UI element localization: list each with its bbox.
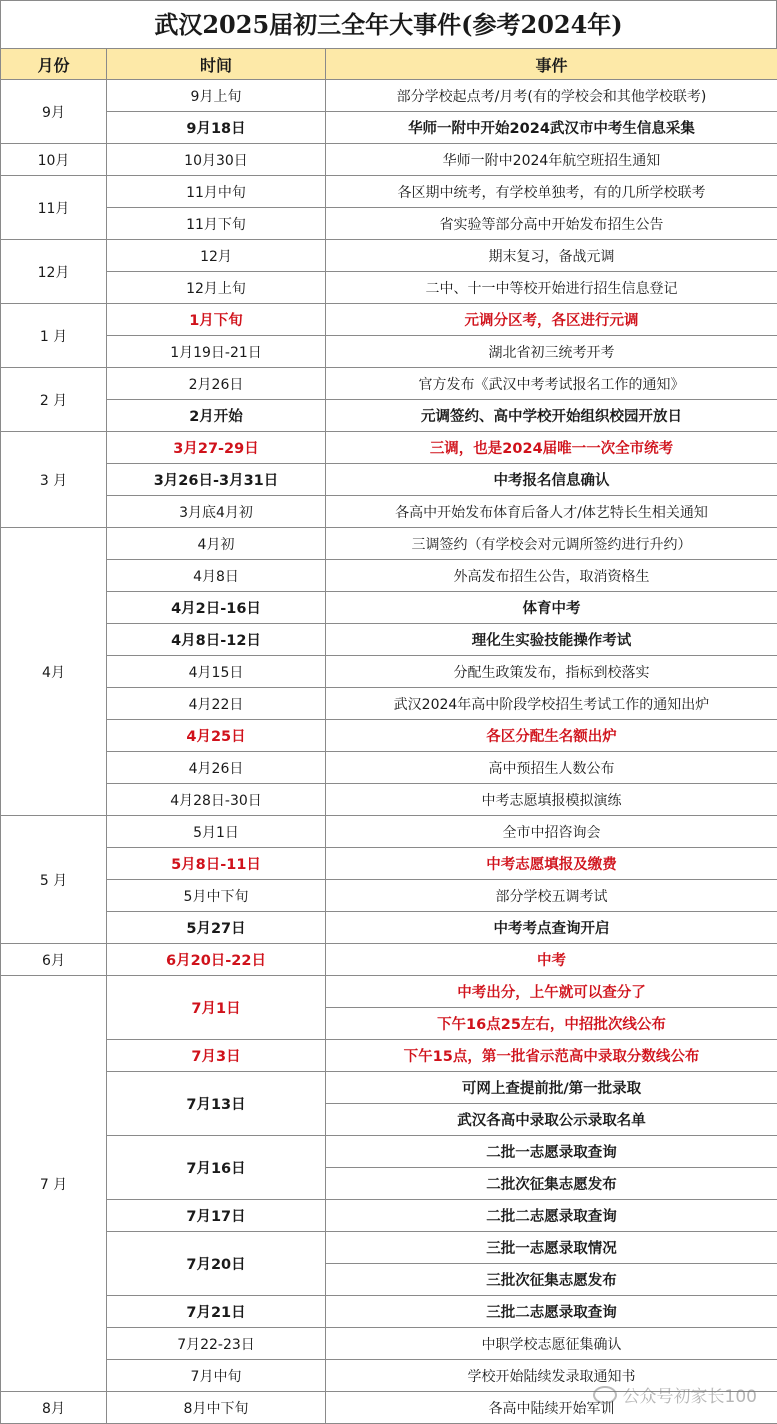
time-cell: 4月2日-16日 [107, 592, 326, 624]
time-cell: 11月中旬 [107, 176, 326, 208]
event-cell: 各高中陆续开始军训 [326, 1392, 777, 1424]
event-cell: 三批一志愿录取情况 [326, 1232, 777, 1264]
event-cell: 中考报名信息确认 [326, 464, 777, 496]
time-cell: 4月15日 [107, 656, 326, 688]
time-cell: 4月26日 [107, 752, 326, 784]
table-row [1, 528, 777, 560]
time-cell: 3月26日-3月31日 [107, 464, 326, 496]
time-cell: 2月开始 [107, 400, 326, 432]
time-cell: 3月27-29日 [107, 432, 326, 464]
table-row [1, 272, 777, 304]
event-cell: 武汉2024年高中阶段学校招生考试工作的通知出炉 [326, 688, 777, 720]
table-row [1, 976, 777, 1008]
table-header-row [1, 49, 777, 80]
event-cell: 学校开始陆续发录取通知书 [326, 1360, 777, 1392]
event-cell: 理化生实验技能操作考试 [326, 624, 777, 656]
event-cell: 中考出分，上午就可以查分了 [326, 976, 777, 1008]
event-cell: 中考考点查询开启 [326, 912, 777, 944]
month-cell: 5 月 [1, 816, 107, 944]
event-cell: 武汉各高中录取公示录取名单 [326, 1104, 777, 1136]
event-cell: 外高发布招生公告，取消资格生 [326, 560, 777, 592]
time-cell: 1月19日-21日 [107, 336, 326, 368]
time-cell: 9月18日 [107, 112, 326, 144]
table-row [1, 720, 777, 752]
time-cell: 7月1日 [107, 976, 326, 1040]
time-cell: 7月16日 [107, 1136, 326, 1200]
event-cell: 下午16点25左右，中招批次线公布 [326, 1008, 777, 1040]
event-cell: 三批二志愿录取查询 [326, 1296, 777, 1328]
event-cell: 华师一附中2024年航空班招生通知 [326, 144, 777, 176]
table-row [1, 112, 777, 144]
table-row [1, 1136, 777, 1168]
month-cell: 7 月 [1, 976, 107, 1392]
table-row [1, 1392, 777, 1424]
event-cell: 全市中招咨询会 [326, 816, 777, 848]
time-cell: 4月25日 [107, 720, 326, 752]
time-cell: 2月26日 [107, 368, 326, 400]
event-cell: 三批次征集志愿发布 [326, 1264, 777, 1296]
time-cell: 4月22日 [107, 688, 326, 720]
time-cell: 3月底4月初 [107, 496, 326, 528]
time-cell: 11月下旬 [107, 208, 326, 240]
time-cell: 12月 [107, 240, 326, 272]
table-row [1, 1296, 777, 1328]
table-row [1, 496, 777, 528]
event-cell: 湖北省初三统考开考 [326, 336, 777, 368]
time-cell: 7月3日 [107, 1040, 326, 1072]
event-cell: 体育中考 [326, 592, 777, 624]
table-row [1, 592, 777, 624]
event-cell: 中考 [326, 944, 777, 976]
event-cell: 元调签约、高中学校开始组织校园开放日 [326, 400, 777, 432]
month-cell: 4月 [1, 528, 107, 816]
table-row [1, 784, 777, 816]
table-row [1, 336, 777, 368]
time-cell: 7月22-23日 [107, 1328, 326, 1360]
event-cell: 元调分区考，各区进行元调 [326, 304, 777, 336]
event-cell: 官方发布《武汉中考考试报名工作的通知》 [326, 368, 777, 400]
month-cell: 10月 [1, 144, 107, 176]
time-cell: 5月1日 [107, 816, 326, 848]
table-row [1, 1328, 777, 1360]
document-title: 武汉2025届初三全年大事件(参考2024年) [0, 0, 777, 48]
time-cell: 10月30日 [107, 144, 326, 176]
time-cell: 7月17日 [107, 1200, 326, 1232]
month-cell: 1 月 [1, 304, 107, 368]
table-row [1, 1200, 777, 1232]
time-cell: 7月21日 [107, 1296, 326, 1328]
header-event: 事件 [326, 49, 777, 80]
table-row [1, 208, 777, 240]
event-cell: 分配生政策发布，指标到校落实 [326, 656, 777, 688]
events-table [0, 48, 777, 1424]
event-cell: 各区期中统考，有学校单独考，有的几所学校联考 [326, 176, 777, 208]
table-row [1, 304, 777, 336]
event-cell: 下午15点，第一批省示范高中录取分数线公布 [326, 1040, 777, 1072]
event-cell: 二批次征集志愿发布 [326, 1168, 777, 1200]
event-cell: 期末复习，备战元调 [326, 240, 777, 272]
table-row [1, 464, 777, 496]
time-cell: 8月中下旬 [107, 1392, 326, 1424]
table-row [1, 1040, 777, 1072]
table-row [1, 624, 777, 656]
time-cell: 4月28日-30日 [107, 784, 326, 816]
month-cell: 8月 [1, 1392, 107, 1424]
event-cell: 华师一附中开始2024武汉市中考生信息采集 [326, 112, 777, 144]
time-cell: 5月中下旬 [107, 880, 326, 912]
table-row [1, 848, 777, 880]
time-cell: 4月初 [107, 528, 326, 560]
month-cell: 2 月 [1, 368, 107, 432]
event-cell: 中职学校志愿征集确认 [326, 1328, 777, 1360]
header-month: 月份 [1, 49, 107, 80]
month-cell: 12月 [1, 240, 107, 304]
event-cell: 可网上查提前批/第一批录取 [326, 1072, 777, 1104]
table-row [1, 1360, 777, 1392]
event-cell: 中考志愿填报模拟演练 [326, 784, 777, 816]
time-cell: 5月8日-11日 [107, 848, 326, 880]
month-cell: 6月 [1, 944, 107, 976]
table-row [1, 688, 777, 720]
event-cell: 二批一志愿录取查询 [326, 1136, 777, 1168]
table-row [1, 752, 777, 784]
time-cell: 4月8日-12日 [107, 624, 326, 656]
time-cell: 6月20日-22日 [107, 944, 326, 976]
event-cell: 部分学校五调考试 [326, 880, 777, 912]
table-row [1, 80, 777, 112]
table-row [1, 656, 777, 688]
table-row [1, 560, 777, 592]
table-row [1, 144, 777, 176]
month-cell: 11月 [1, 176, 107, 240]
time-cell: 7月20日 [107, 1232, 326, 1296]
time-cell: 7月中旬 [107, 1360, 326, 1392]
time-cell: 1月下旬 [107, 304, 326, 336]
table-row [1, 368, 777, 400]
table-row [1, 240, 777, 272]
event-cell: 各区分配生名额出炉 [326, 720, 777, 752]
time-cell: 5月27日 [107, 912, 326, 944]
watermark-text: 公众号初家长100 [623, 1382, 757, 1407]
header-time: 时间 [107, 49, 326, 80]
event-cell: 中考志愿填报及缴费 [326, 848, 777, 880]
table-row [1, 944, 777, 976]
event-cell: 二中、十一中等校开始进行招生信息登记 [326, 272, 777, 304]
event-cell: 三调签约（有学校会对元调所签约进行升约） [326, 528, 777, 560]
time-cell: 4月8日 [107, 560, 326, 592]
table-row [1, 400, 777, 432]
event-cell: 部分学校起点考/月考(有的学校会和其他学校联考) [326, 80, 777, 112]
table-row [1, 176, 777, 208]
table-row [1, 1232, 777, 1264]
table-row [1, 816, 777, 848]
table-row [1, 912, 777, 944]
event-cell: 省实验等部分高中开始发布招生公告 [326, 208, 777, 240]
table-row [1, 432, 777, 464]
time-cell: 12月上旬 [107, 272, 326, 304]
month-cell: 3 月 [1, 432, 107, 528]
table-row [1, 1072, 777, 1104]
event-cell: 高中预招生人数公布 [326, 752, 777, 784]
event-cell: 三调，也是2024届唯一一次全市统考 [326, 432, 777, 464]
event-cell: 二批二志愿录取查询 [326, 1200, 777, 1232]
table-row [1, 880, 777, 912]
time-cell: 7月13日 [107, 1072, 326, 1136]
time-cell: 9月上旬 [107, 80, 326, 112]
month-cell: 9月 [1, 80, 107, 144]
event-cell: 各高中开始发布体育后备人才/体艺特长生相关通知 [326, 496, 777, 528]
